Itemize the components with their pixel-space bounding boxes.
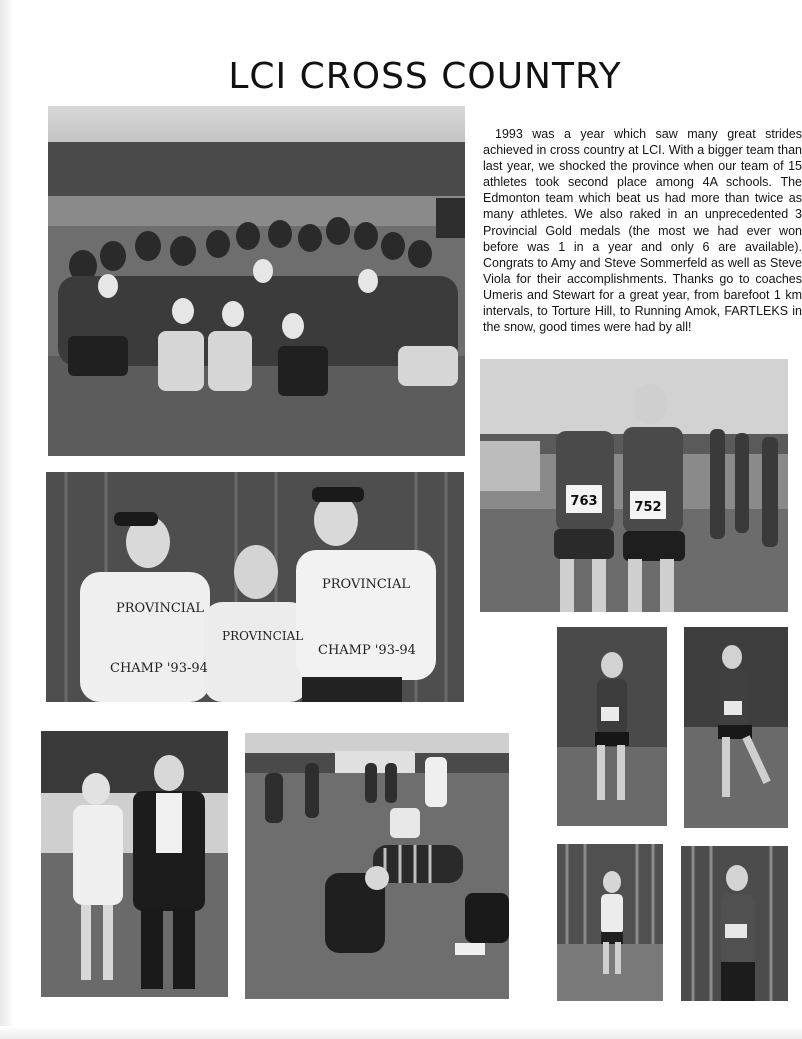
bib-number-763: 763 (570, 494, 598, 509)
shirt-text-4: PROVINCIAL (322, 577, 410, 592)
award-handshake-photo (41, 731, 228, 997)
page-title: LCI CROSS COUNTRY (228, 56, 622, 97)
runners-race-bibs-photo (480, 359, 788, 612)
article-text: 1993 was a year which saw many great strides achieved in cross country at LCI. With a bigger team than last year, we shocked the province when our team of 15 athletes took second place among 4A schools. The Edmonton team which beat us had more than twice as many athletes. We also raked in an unprecedented 3 Provincial Gold medals (the most we had ever won before was 1 in a year and only 6 are available). Congrats to Amy and Steve Sommerfeld as well as Steve Viola for their accomplishments. Thanks go to coaches Umeris and Stewart for a great year, from barefoot 1 km intervals, to Torture Hill, to Running Amok, FARTLEKS in the snow, good times were had by all! (483, 127, 802, 335)
field-runners-photo (245, 733, 509, 999)
shirt-text-1: PROVINCIAL (116, 601, 204, 616)
page-edge-shadow (0, 0, 14, 1039)
page-bottom-shadow (0, 1026, 802, 1039)
shirt-text-3: PROVINCIAL (222, 629, 304, 643)
shirt-text-5: CHAMP '93-94 (318, 643, 416, 658)
bib-number-752: 752 (634, 500, 662, 515)
runner-photo-4 (681, 846, 788, 1001)
runner-photo-1 (557, 627, 667, 826)
runner-photo-2 (684, 627, 788, 828)
shirt-text-2: CHAMP '93-94 (110, 661, 208, 676)
runner-photo-3 (557, 844, 663, 1001)
provincial-champions-photo (46, 472, 464, 702)
team-group-photo (48, 106, 465, 456)
